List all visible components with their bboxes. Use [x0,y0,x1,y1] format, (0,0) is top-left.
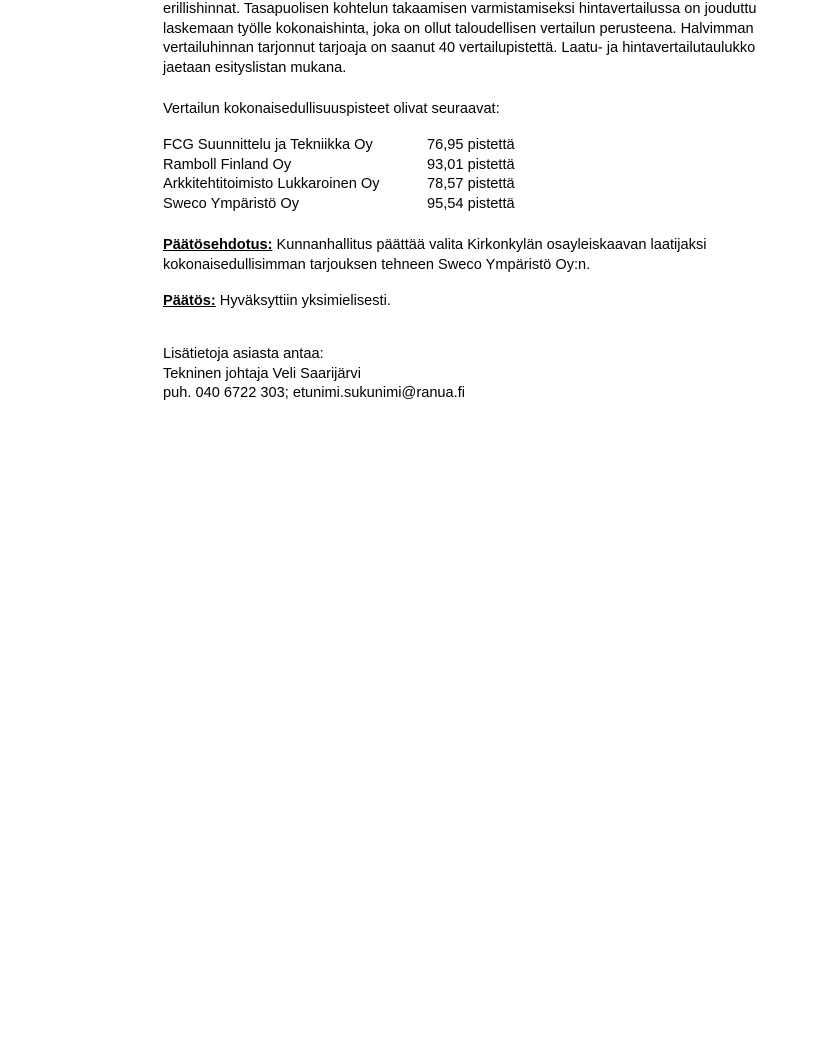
spacer [163,78,763,100]
decision-label: Päätös: [163,292,216,309]
contact-heading: Lisätietoja asiasta antaa: [163,346,324,363]
scores-intro-text: Vertailun kokonaisedullisuuspisteet olivat seuraavat: [163,101,500,118]
score-table [163,136,577,214]
table-row [163,175,577,195]
document-body [163,0,763,404]
offeror-score: 76,95 pistettä [427,136,515,153]
offeror-score: 93,01 pistettä [427,156,515,173]
contact-person: Tekninen johtaja Veli Saarijärvi [163,365,361,382]
decision-paragraph [163,292,763,312]
offeror-score: 95,54 pistettä [427,195,515,212]
proposal-paragraph [163,236,763,275]
offeror-name: FCG Suunnittelu ja Tekniikka Oy [163,136,373,153]
spacer [163,311,763,345]
intro-paragraph: erillishinnat. Tasapuolisen kohtelun takaamisen varmistamiseksi hintavertailussa on jouduttu laskemaan työlle kokonaishinta, joka on ollut taloudellisen vertailun perusteena. Halvimman vertailuhinnan tarjonnut tarjoaja on saanut 40 vertailupistettä. Laatu- ja hintavertailutaulukko jaetaan esityslistan mukana. [163,1,761,76]
offeror-name: Sweco Ympäristö Oy [163,195,299,212]
spacer [163,214,763,236]
spacer [163,120,763,136]
table-row [163,156,577,176]
offeror-name: Ramboll Finland Oy [163,156,292,173]
table-row [163,195,577,215]
spacer [163,276,763,292]
offeror-score: 78,57 pistettä [427,176,515,193]
contact-details: puh. 040 6722 303; etunimi.sukunimi@ranua.fi [163,385,466,402]
offeror-name: Arkkitehtitoimisto Lukkaroinen Oy [163,176,380,193]
table-row [163,136,577,156]
proposal-label: Päätösehdotus: [163,237,273,254]
decision-text: Hyväksyttiin yksimielisesti. [219,292,391,309]
proposal-text: Kunnanhallitus päättää valita Kirkonkylän osayleiskaavan laatijaksi kokonaisedullisimman tarjouksen tehneen Sweco Ympäristö Oy:n. [163,237,711,273]
